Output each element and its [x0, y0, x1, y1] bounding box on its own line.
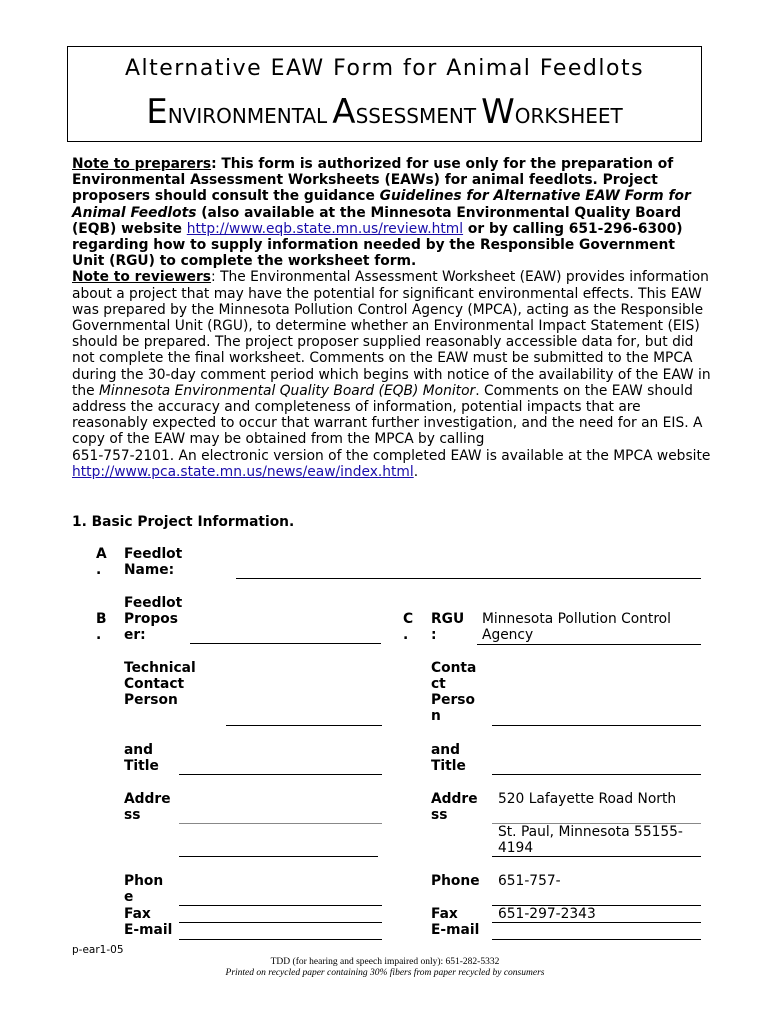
guidance-title: Guidelines for Alternative EAW Form for Animal Feedlots [72, 188, 691, 221]
rgu-fax-field[interactable] [492, 922, 701, 923]
tech-contact-label-1: Technical [124, 660, 196, 676]
contact-person-label-2: ct [431, 676, 446, 692]
address-right-label-2: ss [431, 807, 448, 823]
rgu-address-1: 520 Lafayette Road North [498, 791, 677, 807]
preparers-text-2: (also available at the Minnesota Environmental Quality Board (EQB) website [72, 204, 682, 237]
item-b-marker: B [96, 611, 107, 627]
form-number: p-ear1-05 [72, 944, 124, 956]
title-right-label-1: and [431, 742, 461, 758]
proposer-address-field-2[interactable] [179, 856, 378, 857]
rgu-label-2: : [431, 627, 437, 643]
reviewers-phone-line [72, 448, 712, 480]
email-right-label: E-mail [431, 922, 480, 938]
phone-left-label-2: e [124, 889, 134, 905]
rgu-email-field[interactable] [492, 939, 701, 940]
title-left-label-2: Title [124, 758, 159, 774]
proposer-email-field[interactable] [179, 939, 382, 940]
feedlot-name-field[interactable] [236, 578, 701, 579]
proposer-phone-field[interactable] [179, 905, 382, 906]
proposer-address-field-1[interactable] [179, 823, 382, 824]
proposer-label-2: Propos [124, 611, 178, 627]
address-right-label-1: Addre [431, 791, 478, 807]
fax-right-label: Fax [431, 906, 458, 922]
rgu-contact-person-field[interactable] [492, 725, 701, 726]
tech-contact-label-2: Contact [124, 676, 185, 692]
ws-word-1: NVIRONMENTAL [167, 104, 328, 128]
reviewers-text-2: . Comments on the EAW should address the accuracy and completeness of information, potential impacts that are reasonably expected to occur that warrant further investigation, and the need for an EIS. A copy of the EAW may be obtained from the MPCA by calling [72, 382, 703, 448]
rgu-address-2: St. Paul, Minnesota 55155- [498, 824, 683, 840]
item-b-dot: . [96, 627, 102, 643]
worksheet-title [67, 92, 702, 132]
preparers-text-1: : This form is authorized for use only for the preparation of Environmental Assessment Worksheets (EAWs) for animal feedlots. Project proposers should consult the guidance [72, 156, 674, 205]
tech-contact-label-3: Person [124, 692, 178, 708]
proposer-label-1: Feedlot [124, 595, 183, 611]
contact-person-label-3: Perso [431, 692, 475, 708]
intro-notes [72, 156, 712, 480]
ws-word-3: ORKSHEET [514, 104, 623, 128]
rgu-value-1: Minnesota Pollution Control [482, 611, 671, 627]
email-left-label: E-mail [124, 922, 173, 938]
reviewers-label: Note to reviewers [72, 269, 212, 286]
ws-word-2: SSESSMENT [355, 104, 477, 128]
rgu-address-field-2[interactable] [492, 856, 701, 857]
rgu-title-field[interactable] [492, 774, 701, 775]
eqb-review-link[interactable]: http://www.eqb.state.mn.us/review.html [186, 220, 464, 237]
rgu-value-2: Agency [482, 627, 534, 643]
feedlot-name-label-2: Name: [124, 562, 175, 578]
preparers-text-3: or by calling 651-296-6300) regarding how to supply information needed by the Responsible Government Unit (RGU) to complete the worksheet form. [72, 220, 683, 270]
form-title: Alternative EAW Form for Animal Feedlots [124, 56, 645, 81]
address-left-label-2: ss [124, 807, 141, 823]
note-to-reviewers [72, 269, 712, 447]
phone-right-label: Phone [431, 873, 480, 889]
item-c-dot: . [403, 627, 409, 643]
reviewers-text-1: : The Environmental Assessment Worksheet (EAW) provides information about a project that may have the potential for significant environmental effects. This EAW was prepared by the Minnesota Pollution Control Agency (MPCA), acting as the Responsible Governmental Unit (RGU), to determine whether an Environmental Impact Statement (EIS) should be prepared. The project proposer supplied reasonably accessible data for, but did not complete the final worksheet. Comments on the EAW must be submitted to the MPCA during the 30-day comment period which begins with notice of the availability of the EAW in the [72, 269, 711, 399]
item-a-marker: A [96, 546, 107, 562]
eqb-monitor: Minnesota Environmental Quality Board (EQB) Monitor [99, 382, 476, 399]
mpca-eaw-link[interactable]: http://www.pca.state.mn.us/news/eaw/index.html [72, 463, 414, 480]
contact-person-label-1: Conta [431, 660, 477, 676]
note-to-preparers [72, 156, 712, 269]
title-right-label-2: Title [431, 758, 466, 774]
reviewers-text-4: . [413, 463, 419, 480]
ws-letter-e: E [146, 92, 168, 132]
rgu-phone: 651-757- [498, 873, 561, 889]
reviewers-text-3: 651-757-2101. An electronic version of the completed EAW is available at the MPCA website [72, 447, 711, 464]
item-a-dot: . [96, 562, 102, 578]
rgu-label-1: RGU [431, 611, 465, 627]
address-left-label-1: Addre [124, 791, 171, 807]
item-c-marker: C [403, 611, 414, 627]
contact-person-label-4: n [431, 708, 441, 724]
ws-letter-w: W [481, 92, 515, 132]
fax-left-label: Fax [124, 906, 151, 922]
rgu-address-3: 4194 [498, 840, 534, 856]
tech-title-field[interactable] [179, 774, 382, 775]
rgu-field[interactable] [477, 644, 701, 645]
phone-left-label-1: Phon [124, 873, 164, 889]
proposer-fax-field[interactable] [179, 922, 382, 923]
rgu-fax: 651-297-2343 [498, 906, 596, 922]
preparers-label: Note to preparers [72, 156, 212, 172]
recycled-paper-note: Printed on recycled paper containing 30% fibers from paper recycled by consumers [225, 968, 545, 978]
section-1-heading: 1. Basic Project Information. [72, 514, 295, 530]
title-left-label-1: and [124, 742, 154, 758]
feedlot-proposer-field[interactable] [190, 643, 381, 644]
tech-contact-field[interactable] [226, 725, 382, 726]
feedlot-name-label-1: Feedlot [124, 546, 183, 562]
tdd-line: TDD (for hearing and speech impaired only): 651-282-5332 [270, 957, 500, 967]
proposer-label-3: er: [124, 627, 146, 643]
ws-letter-a: A [332, 92, 356, 132]
